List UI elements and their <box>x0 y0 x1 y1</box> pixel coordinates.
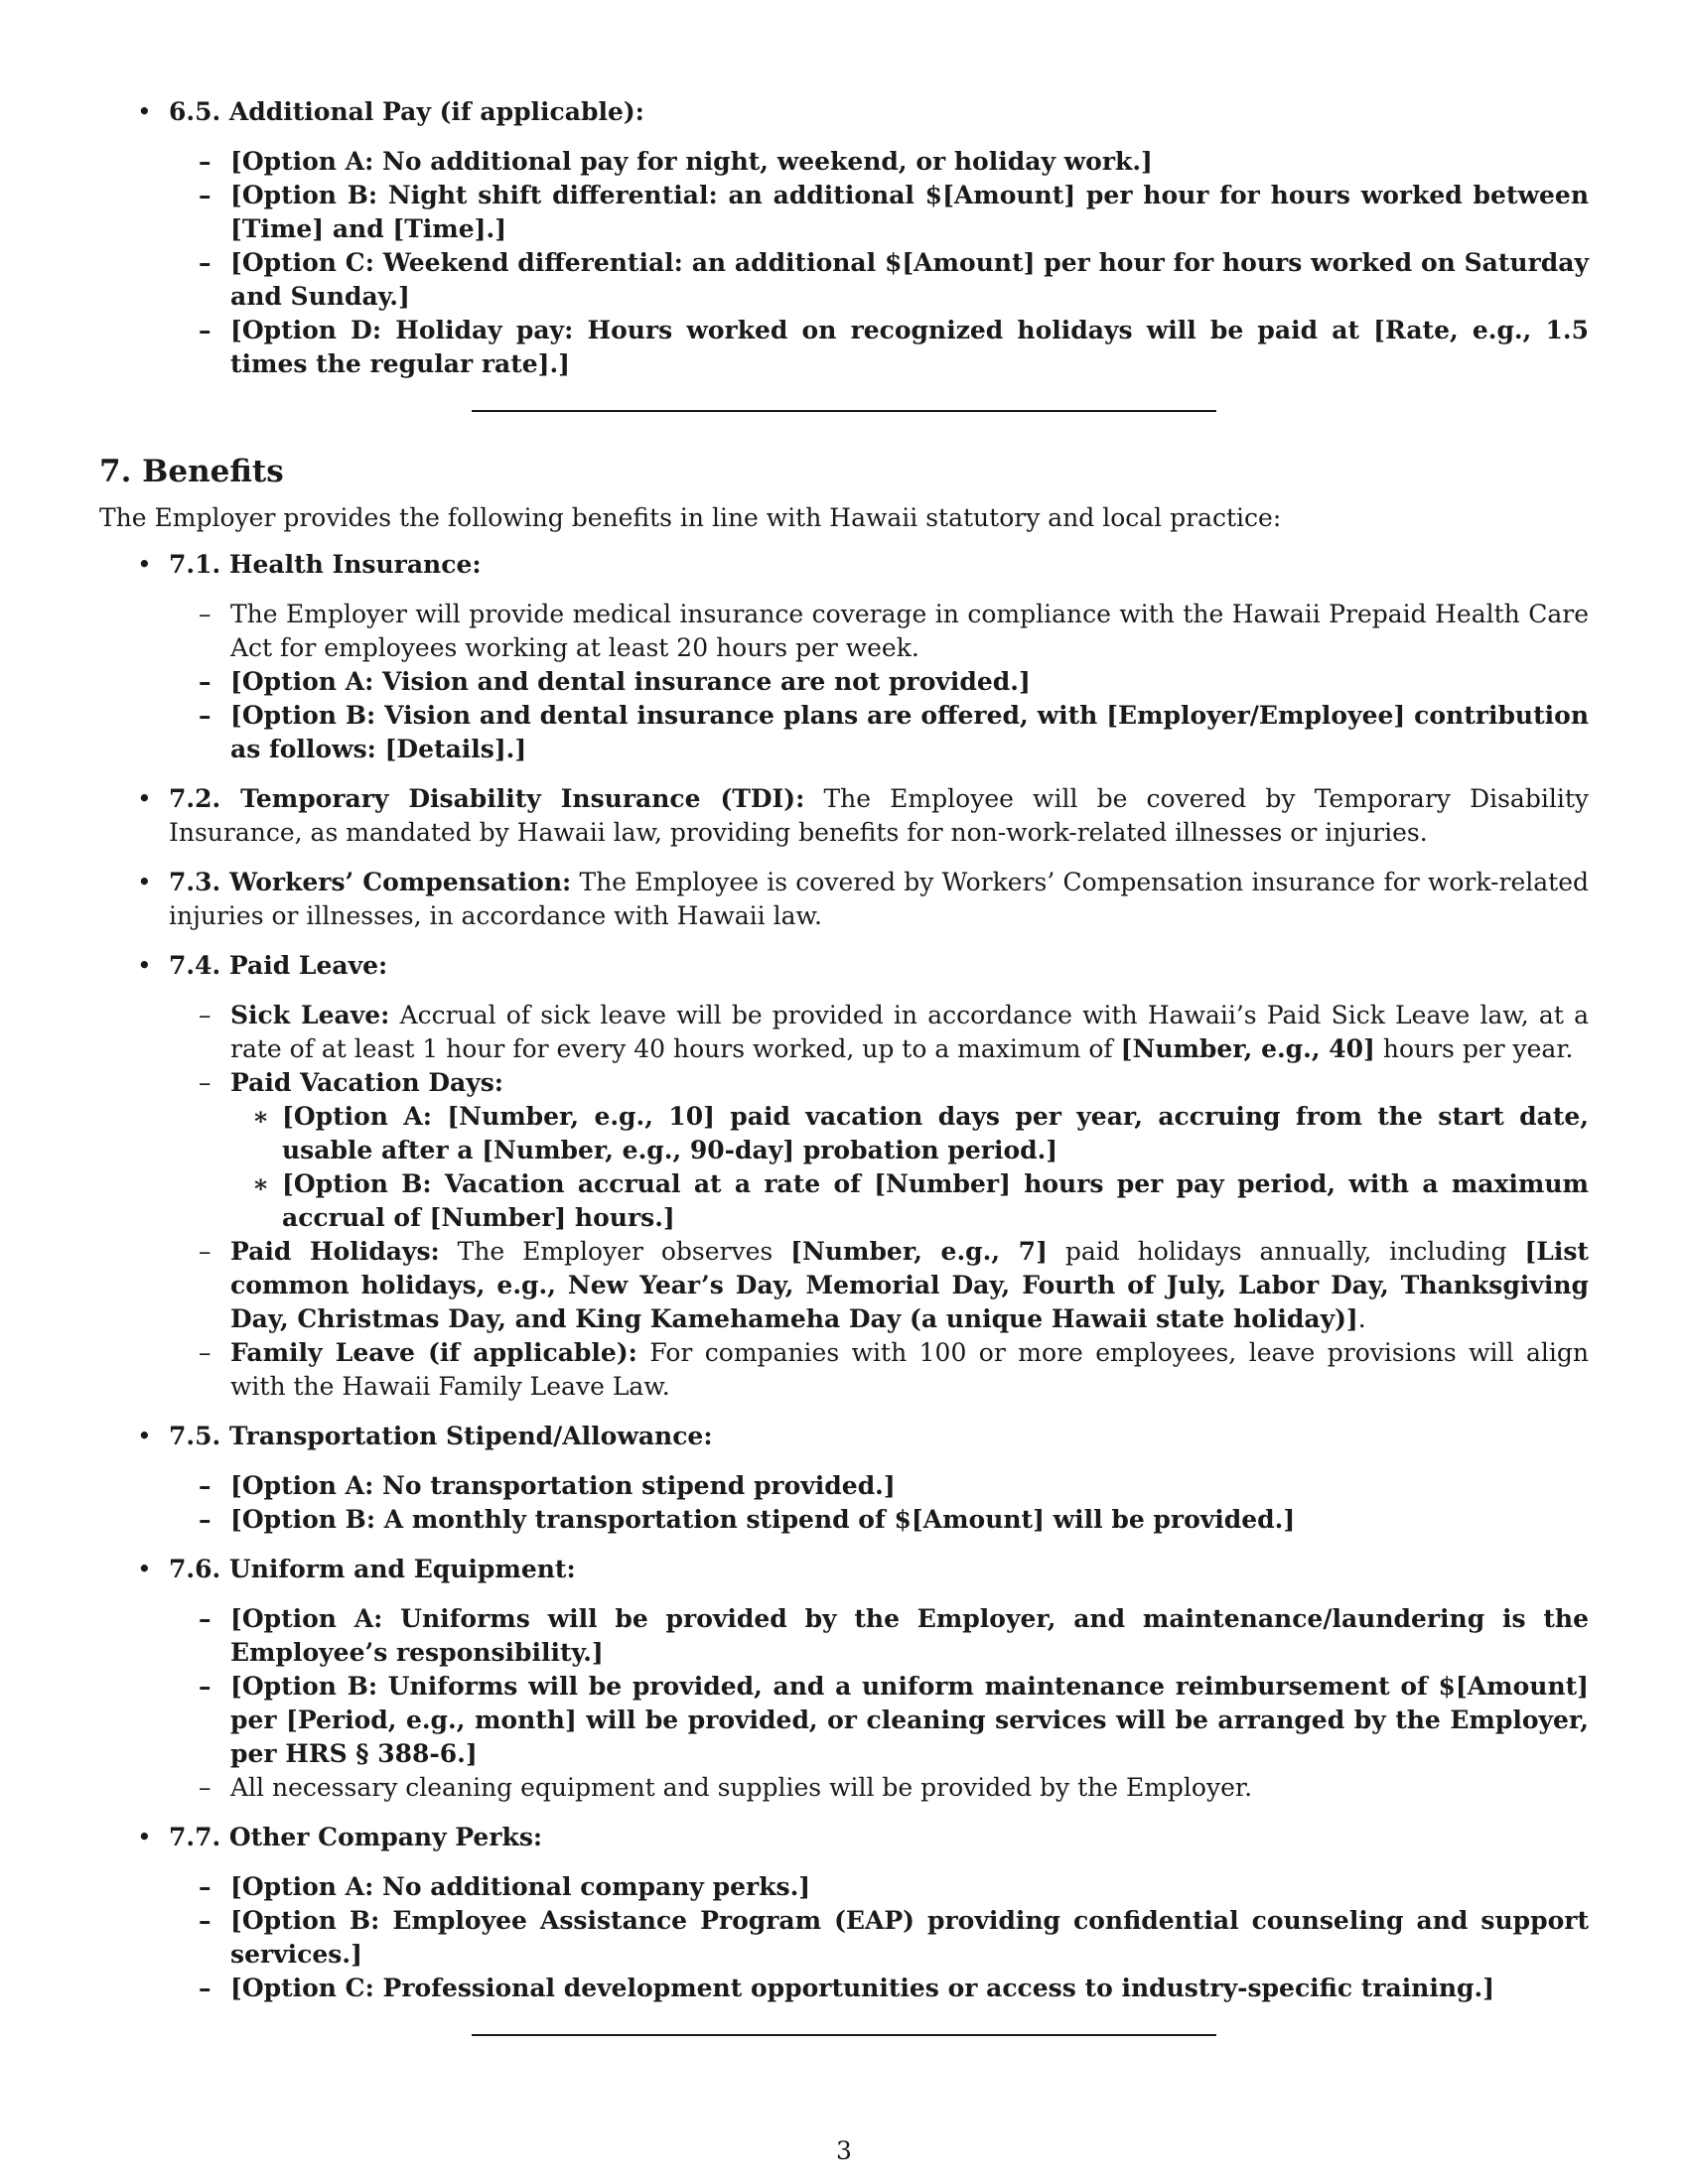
transportation-option-b: – [Option B: A monthly transportation stipend of $[Amount] will be provided.] <box>169 1503 1589 1537</box>
health-insurance-prepaid: – The Employer will provide medical insurance coverage in compliance with the Hawaii Prepaid Health Care Act for employees working at least 20 hours per week. <box>169 598 1589 665</box>
section-7-7 <box>99 1821 1589 2005</box>
section-divider-bottom <box>472 2034 1216 2036</box>
health-insurance-option-a: – [Option A: Vision and dental insurance are not provided.] <box>169 665 1589 699</box>
health-insurance-option-b: – [Option B: Vision and dental insurance plans are offered, with [Employer/Employee] contribution as follows: [Details].] <box>169 699 1589 766</box>
uniform-option-a: – [Option A: Uniforms will be provided by the Employer, and maintenance/laundering is the Employee’s responsibility.] <box>169 1602 1589 1670</box>
family-leave <box>169 1336 1589 1404</box>
paid-leave-items <box>169 999 1589 1404</box>
section-6-5-heading: 6.5. Additional Pay (if applicable): <box>169 97 644 126</box>
perks-options <box>169 1870 1589 2005</box>
paid-holidays-text-1: The Employer observes <box>439 1237 791 1266</box>
paid-leave-heading: 7.4. Paid Leave: <box>169 951 388 980</box>
vacation-options <box>230 1100 1589 1235</box>
sick-leave <box>169 999 1589 1066</box>
paid-vacation <box>169 1066 1589 1235</box>
section-7-2 <box>99 782 1589 850</box>
family-leave-label: Family Leave (if applicable): <box>230 1338 637 1367</box>
section-7-1 <box>99 548 1589 766</box>
sick-leave-tail: hours per year. <box>1374 1034 1574 1063</box>
paid-holidays-label: Paid Holidays: <box>230 1237 440 1266</box>
health-insurance-heading: 7.1. Health Insurance: <box>169 550 482 579</box>
vacation-option-a: ∗ [Option A: [Number, e.g., 10] paid vacation days per year, accruing from the start date, usable after a [Number, e.g., 90-day] probation period.] <box>230 1100 1589 1167</box>
sick-leave-text: Accrual of sick leave will be provided in accordance with Hawaii’s Paid Sick Leave law, at a rate of at least 1 hour for every 40 hours worked, up to a maximum of <box>230 1001 1589 1063</box>
page-number: 3 <box>836 2136 852 2165</box>
perks-heading: 7.7. Other Company Perks: <box>169 1823 543 1851</box>
benefits-list <box>99 548 1589 2005</box>
uniform-option-b: – [Option B: Uniforms will be provided, and a uniform maintenance reimbursement of $[Amount] per [Period, e.g., month] will be provided, or cleaning services will be arranged by the Employer, per HRS § 388-6.] <box>169 1670 1589 1771</box>
section-7-5 <box>99 1420 1589 1537</box>
uniform-options <box>169 1602 1589 1805</box>
perks-option-c: – [Option C: Professional development opportunities or access to industry-specific training.] <box>169 1972 1589 2005</box>
uniform-equipment-note: – All necessary cleaning equipment and supplies will be provided by the Employer. <box>169 1771 1589 1805</box>
transportation-option-a: – [Option A: No transportation stipend provided.] <box>169 1469 1589 1503</box>
additional-pay-option-a: – [Option A: No additional pay for night, weekend, or holiday work.] <box>169 145 1589 179</box>
paid-holidays-list: [List common holidays, e.g., New Year’s Day, Memorial Day, Fourth of July, Labor Day, Thanksgiving Day, Christmas Day, and King Kamehameha Day (a unique Hawaii state holiday)] <box>230 1237 1589 1333</box>
vacation-option-b: ∗ [Option B: Vacation accrual at a rate of [Number] hours per pay period, with a maximum accrual of [Number] hours.] <box>230 1167 1589 1235</box>
section-6-5-list <box>99 95 1589 381</box>
sick-leave-label: Sick Leave: <box>230 1001 390 1029</box>
additional-pay-option-d: – [Option D: Holiday pay: Hours worked on recognized holidays will be paid at [Rate, e.g., 1.5 times the regular rate].] <box>169 314 1589 381</box>
family-leave-text: For companies with 100 or more employees, leave provisions will align with the Hawaii Family Leave Law. <box>230 1338 1590 1401</box>
additional-pay-option-c: – [Option C: Weekend differential: an additional $[Amount] per hour for hours worked on Saturday and Sunday.] <box>169 246 1589 314</box>
section-7-4 <box>99 949 1589 1404</box>
additional-pay-option-b: – [Option B: Night shift differential: an additional $[Amount] per hour for hours worked between [Time] and [Time].] <box>169 179 1589 246</box>
document-page <box>99 95 1589 2036</box>
section-6-5 <box>99 95 1589 381</box>
tdi-text: The Employee will be covered by Temporary Disability Insurance, as mandated by Hawaii law, providing benefits for non-work-related illnesses or injuries. <box>169 784 1589 847</box>
section-7-heading: 7. Benefits <box>99 454 284 489</box>
workers-comp-text: The Employee is covered by Workers’ Compensation insurance for work-related injuries or illnesses, in accordance with Hawaii law. <box>169 868 1589 930</box>
paid-holidays-number: [Number, e.g., 7] <box>790 1237 1048 1266</box>
paid-holidays-end: . <box>1357 1304 1366 1333</box>
health-insurance-items <box>169 598 1589 766</box>
perks-option-a: – [Option A: No additional company perks.] <box>169 1870 1589 1904</box>
benefits-intro: The Employer provides the following benefits in line with Hawaii statutory and local practice: <box>99 503 1282 532</box>
transportation-heading: 7.5. Transportation Stipend/Allowance: <box>169 1422 713 1450</box>
uniform-heading: 7.6. Uniform and Equipment: <box>169 1555 576 1583</box>
sick-leave-number: [Number, e.g., 40] <box>1120 1034 1375 1063</box>
paid-vacation-label: Paid Vacation Days: <box>230 1068 504 1097</box>
additional-pay-options <box>169 145 1589 381</box>
tdi-heading: 7.2. Temporary Disability Insurance (TDI): <box>169 784 805 813</box>
section-7-3 <box>99 866 1589 933</box>
section-7-6 <box>99 1553 1589 1805</box>
paid-holidays-text-2: paid holidays annually, including <box>1047 1237 1525 1266</box>
transportation-options <box>169 1469 1589 1537</box>
paid-holidays <box>169 1235 1589 1336</box>
perks-option-b: – [Option B: Employee Assistance Program (EAP) providing confidential counseling and support services.] <box>169 1904 1589 1972</box>
workers-comp-heading: 7.3. Workers’ Compensation: <box>169 868 572 896</box>
